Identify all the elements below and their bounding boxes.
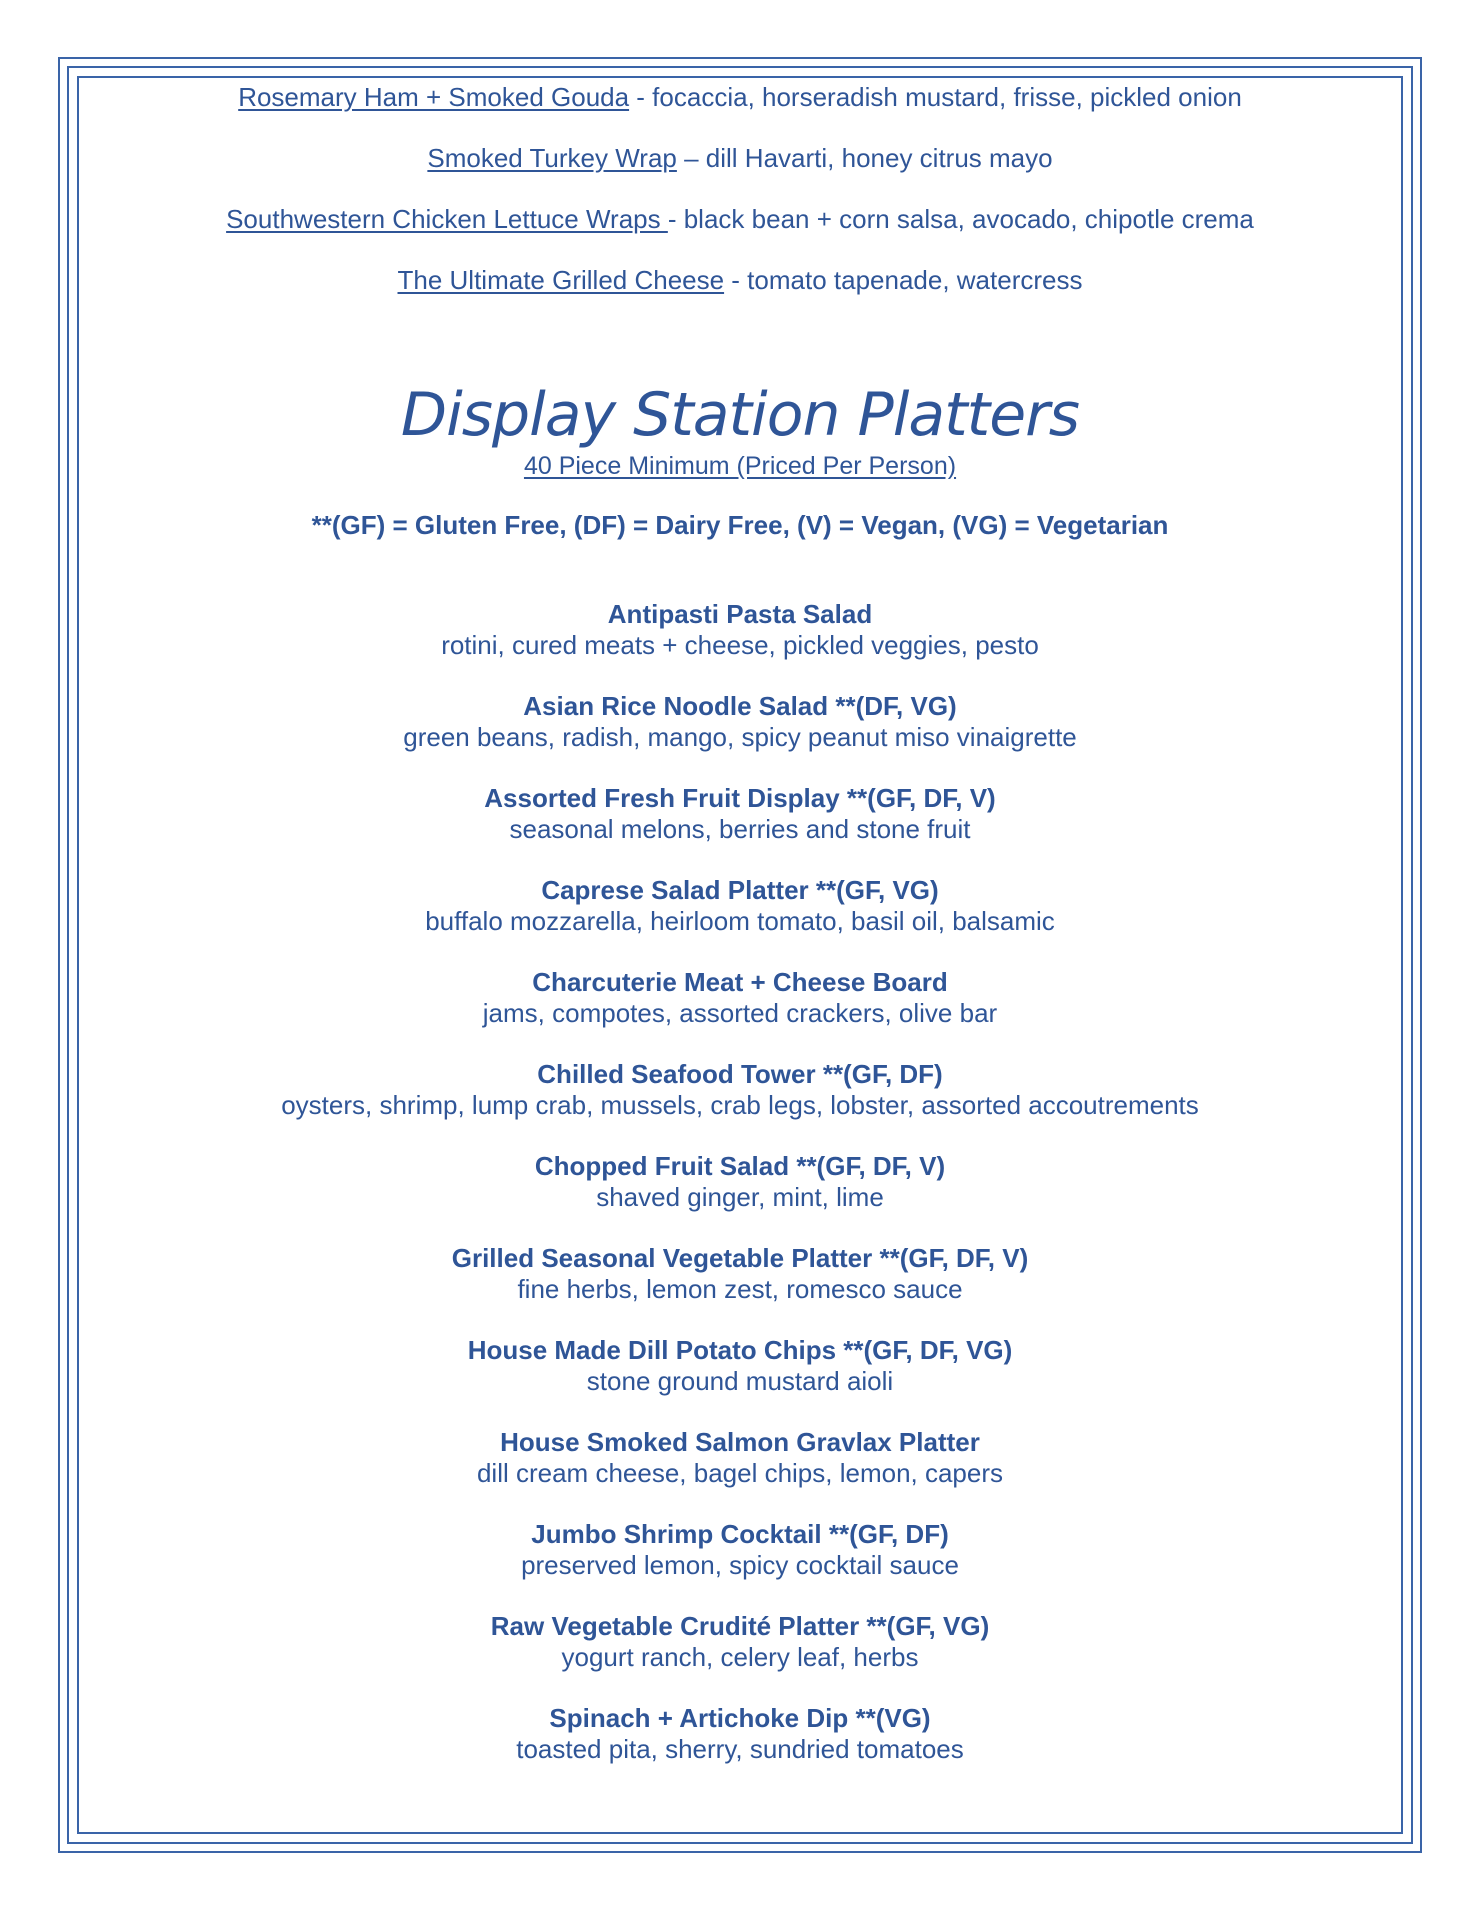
platter-desc: toasted pita, sherry, sundried tomatoes (516, 1734, 964, 1764)
platter-name: Chilled Seafood Tower **(GF, DF) (537, 1059, 943, 1089)
platter-name: House Made Dill Potato Chips **(GF, DF, VG) (467, 1335, 1013, 1365)
platter-list (80, 599, 1400, 1795)
platter-desc: fine herbs, lemon zest, romesco sauce (517, 1274, 963, 1304)
platter-item (80, 967, 1400, 1059)
platter-desc: jams, compotes, assorted crackers, olive bar (482, 998, 998, 1028)
platter-name: Raw Vegetable Crudité Platter **(GF, VG) (490, 1611, 990, 1641)
section-subtitle: 40 Piece Minimum (Priced Per Person) (523, 452, 957, 480)
platter-desc: yogurt ranch, celery leaf, herbs (561, 1642, 919, 1672)
platter-name: Antipasti Pasta Salad (607, 599, 873, 629)
sandwich-desc: - focaccia, horseradish mustard, frisse, pickled onion (629, 82, 1242, 112)
sandwich-desc: - tomato tapenade, watercress (724, 265, 1083, 295)
platter-item (80, 599, 1400, 691)
platter-desc: green beans, radish, mango, spicy peanut miso vinaigrette (403, 722, 1077, 752)
platter-item (80, 875, 1400, 967)
platter-item (80, 1519, 1400, 1611)
platter-item (80, 1427, 1400, 1519)
sandwich-item (80, 263, 1400, 324)
platter-item (80, 1151, 1400, 1243)
platter-name: Caprese Salad Platter **(GF, VG) (541, 875, 939, 905)
sandwich-name: Southwestern Chicken Lettuce Wraps (226, 204, 668, 234)
platter-desc: buffalo mozzarella, heirloom tomato, basil oil, balsamic (425, 906, 1055, 936)
platter-desc: rotini, cured meats + cheese, pickled veggies, pesto (441, 630, 1039, 660)
menu-content (80, 80, 1400, 1795)
platter-name: Chopped Fruit Salad **(GF, DF, V) (534, 1151, 946, 1181)
platter-name: Grilled Seasonal Vegetable Platter **(GF, DF, V) (451, 1243, 1029, 1273)
sandwich-name: Smoked Turkey Wrap (427, 143, 677, 173)
sandwich-item (80, 141, 1400, 202)
platter-desc: preserved lemon, spicy cocktail sauce (521, 1550, 959, 1580)
platter-desc: dill cream cheese, bagel chips, lemon, capers (476, 1458, 1004, 1488)
platter-name: House Smoked Salmon Gravlax Platter (500, 1427, 980, 1457)
platter-item (80, 1335, 1400, 1427)
sandwich-desc: – dill Havarti, honey citrus mayo (676, 143, 1053, 173)
platter-name: Spinach + Artichoke Dip **(VG) (549, 1703, 931, 1733)
platter-item (80, 783, 1400, 875)
platter-item (80, 691, 1400, 783)
platter-desc: stone ground mustard aioli (586, 1366, 894, 1396)
platter-item (80, 1611, 1400, 1703)
platter-item (80, 1703, 1400, 1795)
sandwich-list (80, 80, 1400, 324)
platter-name: Jumbo Shrimp Cocktail **(GF, DF) (531, 1519, 949, 1549)
sandwich-name: Rosemary Ham + Smoked Gouda (238, 82, 630, 112)
sandwich-name: The Ultimate Grilled Cheese (397, 265, 725, 295)
sandwich-item (80, 80, 1400, 141)
platter-desc: seasonal melons, berries and stone fruit (509, 814, 971, 844)
platter-desc: oysters, shrimp, lump crab, mussels, crab legs, lobster, assorted accoutrements (281, 1090, 1199, 1120)
platter-item (80, 1243, 1400, 1335)
platter-item (80, 1059, 1400, 1151)
sandwich-desc: - black bean + corn salsa, avocado, chipotle crema (667, 204, 1254, 234)
platter-desc: shaved ginger, mint, lime (596, 1182, 884, 1212)
sandwich-item (80, 202, 1400, 263)
dietary-legend: **(GF) = Gluten Free, (DF) = Dairy Free, (V) = Vegan, (VG) = Vegetarian (311, 510, 1169, 540)
platter-name: Charcuterie Meat + Cheese Board (532, 967, 948, 997)
section-title: Display Station Platters (400, 380, 1080, 450)
platter-name: Assorted Fresh Fruit Display **(GF, DF, V) (484, 783, 996, 813)
platter-name: Asian Rice Noodle Salad **(DF, VG) (523, 691, 957, 721)
